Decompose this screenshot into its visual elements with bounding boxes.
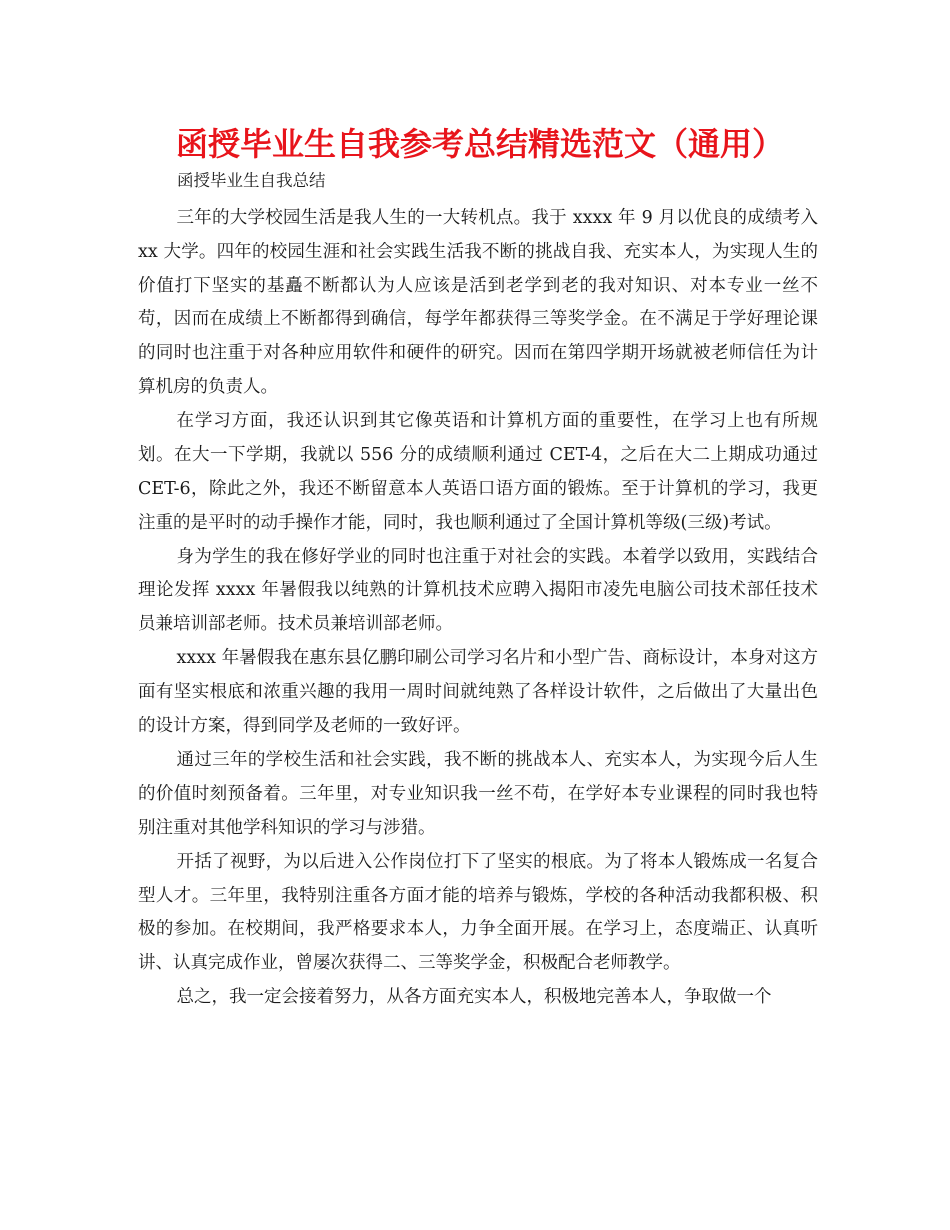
- paragraph-5: 通过三年的学校生活和社会实践，我不断的挑战本人、充实本人，为实现今后人生的价值时刻预备着。三年里，对专业知识我一丝不苟，在学好本专业课程的同时我也特别注重对其他学科知识的学习与涉猎。: [138, 750, 818, 838]
- paragraph-2: 在学习方面，我还认识到其它像英语和计算机方面的重要性，在学习上也有所规划。在大一下学期，我就以 556 分的成绩顺利通过 CET-4，之后在大二上期成功通过 CET-6，除此之外，我还不断留意本人英语口语方面的锻炼。至于计算机的学习，我更注重的是平时的动手操作才能，同时，我也顺利通过了全国计算机等级(三级)考试。: [138, 411, 818, 533]
- document-body: [138, 202, 818, 1016]
- paragraph-3: 身为学生的我在修好学业的同时也注重于对社会的实践。本着学以致用，实践结合理论发挥 xxxx 年暑假我以纯熟的计算机技术应聘入揭阳市凌先电脑公司技术部任技术员兼培训部老师。技术员兼培训部老师。: [138, 546, 818, 635]
- paragraph-1: 三年的大学校园生活是我人生的一大转机点。我于 xxxx 年 9 月以优良的成绩考入 xx 大学。四年的校园生涯和社会实践生活我不断的挑战自我、充实本人，为实现人生的价值打下坚实的基矗不断都认为人应该是活到老学到老的我对知识、对本专业一丝不苟，因而在成绩上不断都得到确信，每学年都获得三等奖学金。在不满足于学好理论课的同时也注重于对各种应用软件和硬件的研究。因而在第四学期开场就被老师信任为计算机房的负责人。: [138, 208, 818, 397]
- paragraph-7: 总之，我一定会接着努力，从各方面充实本人，积极地完善本人，争取做一个: [176, 987, 772, 1008]
- paragraph-4: xxxx 年暑假我在惠东县亿鹏印刷公司学习名片和小型广告、商标设计，本身对这方面有坚实根底和浓重兴趣的我用一周时间就纯熟了各样设计软件，之后做出了大量出色的设计方案，得到同学及老师的一致好评。: [138, 648, 818, 736]
- document-title: 函授毕业生自我参考总结精选范文（通用）: [175, 125, 784, 163]
- document-subtitle: 函授毕业生自我总结: [177, 171, 326, 190]
- paragraph-6: 开括了视野，为以后进入公作岗位打下了坚实的根底。为了将本人锻炼成一名复合型人才。三年里，我特别注重各方面才能的培养与锻炼，学校的各种活动我都积极、积极的参加。在校期间，我严格要求本人，力争全面开展。在学习上，态度端正、认真听讲、认真完成作业，曾屡次获得二、三等奖学金，积极配合老师教学。: [138, 851, 818, 974]
